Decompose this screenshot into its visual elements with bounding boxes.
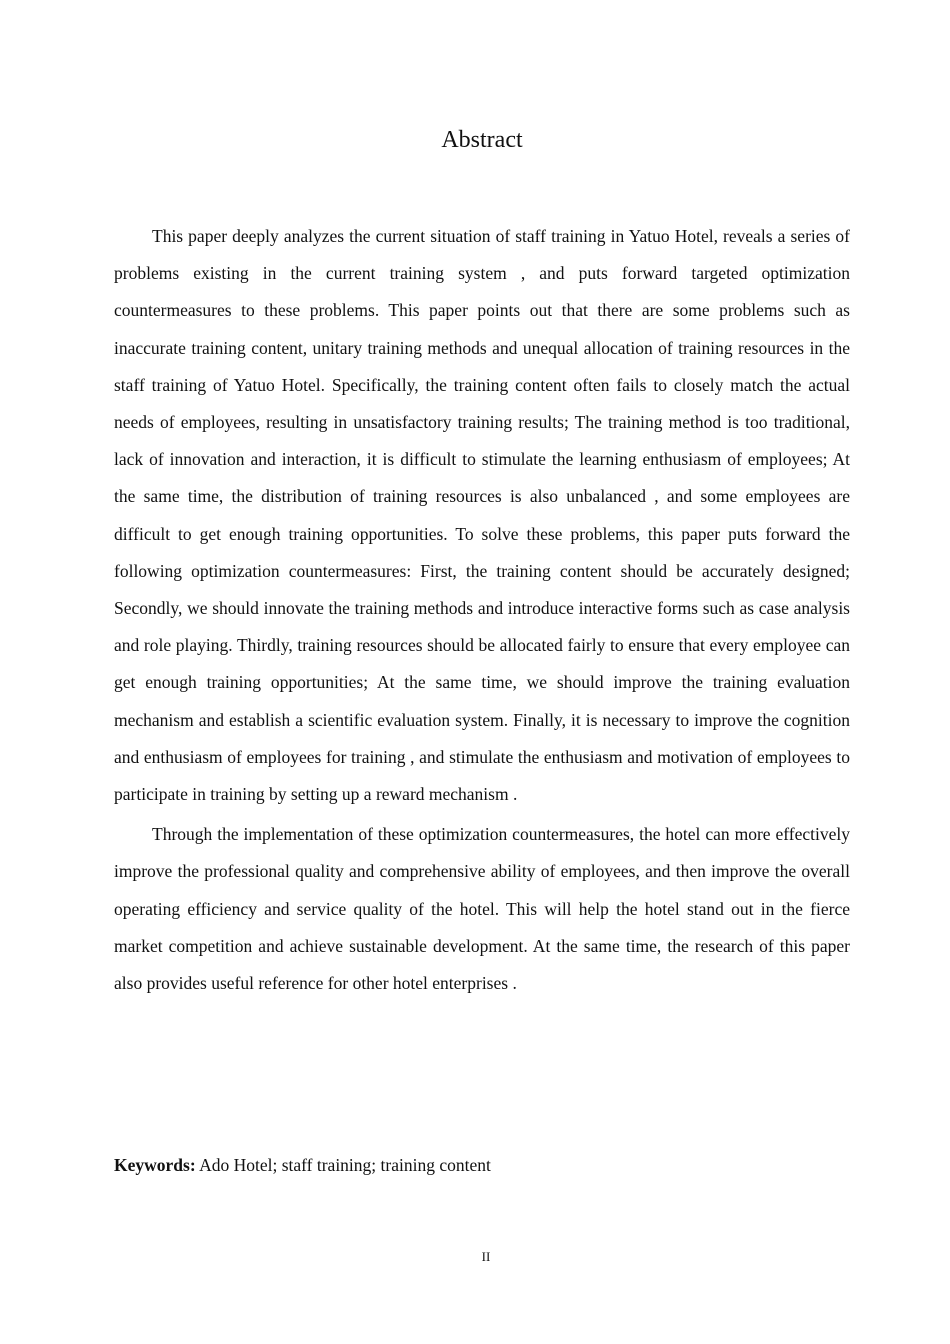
- page-number: II: [481, 1249, 491, 1264]
- keywords-line: [114, 1150, 850, 1180]
- abstract-paragraph: Through the implementation of these optimization countermeasures, the hotel can more effectively improve the professional quality and comprehensive ability of employees, and then improve the overall operating efficiency and service quality of the hotel. This will help the hotel stand out in the fierce market competition and achieve sustainable development. At the same time, the research of this paper also provides useful reference for other hotel enterprises .: [114, 824, 850, 994]
- keywords-text: Ado Hotel; staff training; training content: [199, 1155, 491, 1175]
- abstract-title: Abstract: [441, 127, 523, 153]
- abstract-body: [114, 218, 850, 1002]
- keywords-label: Keywords:: [114, 1155, 196, 1175]
- abstract-paragraph: This paper deeply analyzes the current situation of staff training in Yatuo Hotel, reveals a series of problems existing in the current training system , and puts forward targeted optimization countermeasures to these problems. This paper points out that there are some problems such as inaccurate training content, unitary training methods and unequal allocation of training resources in the staff training of Yatuo Hotel. Specifically, the training content often fails to closely match the actual needs of employees, resulting in unsatisfactory training results; The training method is too traditional, lack of innovation and interaction, it is difficult to stimulate the learning enthusiasm of employees; At the same time, the distribution of training resources is also unbalanced , and some employees are difficult to get enough training opportunities. To solve these problems, this paper puts forward the following optimization countermeasures: First, the training content should be accurately designed; Secondly, we should innovate the training methods and introduce interactive forms such as case analysis and role playing. Thirdly, training resources should be allocated fairly to ensure that every employee can get enough training opportunities; At the same time, we should improve the training evaluation mechanism and establish a scientific evaluation system. Finally, it is necessary to improve the cognition and enthusiasm of employees for training , and stimulate the enthusiasm and motivation of employees to participate in training by setting up a reward mechanism .: [114, 226, 850, 805]
